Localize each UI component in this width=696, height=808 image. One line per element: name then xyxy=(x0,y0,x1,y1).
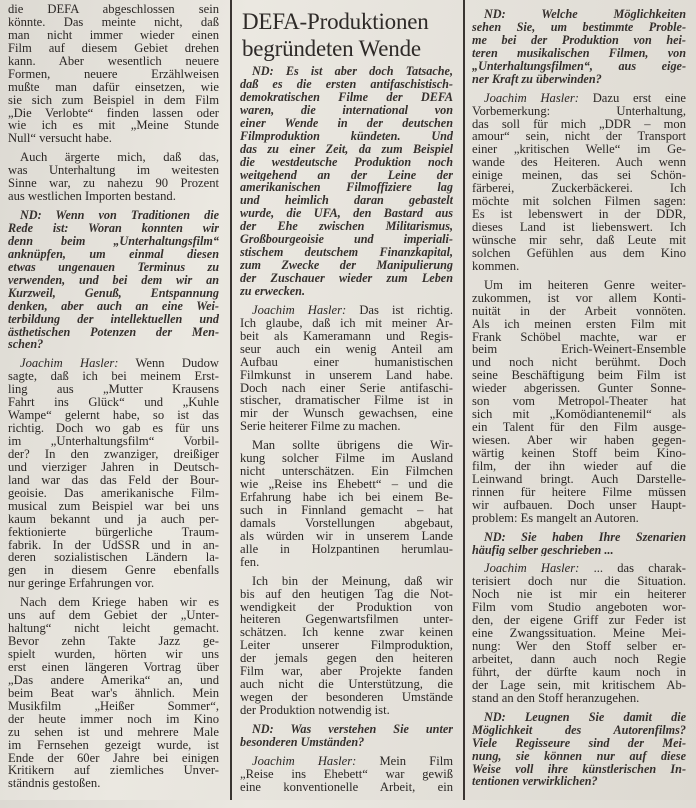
text-line: Viele Regisseure sind der Mei- xyxy=(472,736,686,750)
text-line: such in Finnland gemacht – hat xyxy=(240,503,453,517)
interview-answer xyxy=(240,304,453,433)
text-line: Ich glaube, daß ich mit meiner Ar- xyxy=(240,316,453,330)
text-line: im Fernsehen gezeigt wurde, ist xyxy=(8,738,219,752)
interview-answer xyxy=(8,3,219,145)
text-line: Um im heiteren Genre weiter- xyxy=(484,278,686,292)
text-line: daß es die ersten antifaschistisch- xyxy=(240,77,453,91)
text-line: Leiter unserer Filmproduktion, xyxy=(240,639,453,653)
text-line: fen. xyxy=(240,555,260,569)
article-column-2 xyxy=(240,3,453,803)
text-line: seur auch ein wenig Anteil am xyxy=(240,342,453,356)
text-line: Doch nach einer Serie antifaschi- xyxy=(240,381,453,395)
text-line: amerikanischen Filmoffiziere lag xyxy=(240,181,453,195)
text-line: beim Beat war's ähnlich. Mein xyxy=(8,686,219,700)
text-line: sie sich zum Beispiel in dem Film xyxy=(8,93,219,107)
text-line: etwas ungenauen Terminus zu xyxy=(8,260,219,274)
text-line: Serie heiterer Filme zu machen. xyxy=(240,420,401,434)
text-line: „Die Verlobte“ finden lassen oder xyxy=(8,106,219,120)
text-line xyxy=(240,304,453,317)
text-line-rest: Mein Film xyxy=(356,754,453,768)
text-line: im „Unterhaltungsfilm“ Vorbil- xyxy=(8,435,219,448)
text-line: Frank Schöbel machte, war er xyxy=(472,330,686,344)
headline-line: DEFA-Produktionen xyxy=(242,9,429,34)
article-headline xyxy=(242,8,453,62)
text-line: Fahrt ins Glück“ und „Kuhle xyxy=(8,396,219,410)
text-line: einer „kritischen Welle“ im Ge- xyxy=(472,143,686,157)
text-line: ner Kraft zu überwinden? xyxy=(472,72,602,86)
text-line: denn beim „Unterhaltungsfilm“ xyxy=(8,234,219,248)
text-line: wande des Heiteren. Auch wenn xyxy=(472,156,686,170)
text-line: und vierziger Jahren in Deutsch- xyxy=(8,460,219,474)
text-line: wie ich es mit „Meine Stunde xyxy=(8,119,219,133)
speaker-name: Joachim Hasler: xyxy=(252,754,357,768)
text-line: einer Wende in der deutschen xyxy=(240,116,453,130)
text-line: der Zuschauer wieder zum Leben xyxy=(240,272,453,285)
text-line-rest: ... das charak- xyxy=(579,562,686,576)
text-line: Formen, neuere Erzählweisen xyxy=(8,67,219,81)
text-line: Man sollte übrigens die Wir- xyxy=(252,439,453,453)
text-line: Sinne war, zu nahezu 90 Prozent xyxy=(8,177,219,191)
text-line: Möglichkeit des Autorenfilms? xyxy=(472,723,686,737)
text-line: ND: Es ist aber doch Tatsache, xyxy=(252,65,453,78)
text-line: besonderen Umständen? xyxy=(240,735,365,749)
text-line xyxy=(472,562,686,575)
text-line: zum Zwecke der Manipulierung xyxy=(240,259,453,272)
text-line: der Produktion notwendig ist. xyxy=(240,704,390,717)
text-line: und heimlich daran gebastelt xyxy=(240,194,453,208)
text-line: beim Erich-Weinert-Ensemble xyxy=(472,343,686,357)
text-line: Kurzweil, Genuß, Entspannung xyxy=(8,286,219,300)
interview-answer xyxy=(240,439,453,568)
interview-answer xyxy=(240,575,453,717)
text-line: Musikfilm „Heißer Sommer“, xyxy=(8,699,219,713)
text-line: der? In den zwanziger, dreißiger xyxy=(8,447,219,461)
text-line: erst einen längeren Vortrag über xyxy=(8,660,219,674)
text-line: Ende der 60er Jahre bei einigen xyxy=(8,751,219,765)
text-line: denken, aber auch an eine Wei- xyxy=(8,299,219,313)
text-line: wendigkeit der Produktion von xyxy=(240,600,453,614)
text-line: stand an den Stoff heranzugehen. xyxy=(472,691,640,705)
text-line: Bevor zehn Takte Jazz ge- xyxy=(8,635,219,648)
article-column-3 xyxy=(472,8,686,808)
text-line: nur geringe Erfahrungen vor. xyxy=(8,577,155,591)
text-line: schen? xyxy=(8,338,44,352)
text-line: Aufbau einer humanistischen xyxy=(240,355,453,369)
text-line: könnte. Das meinte nicht, daß xyxy=(8,15,219,29)
text-line: dieses Land ist liebenswert. Ich xyxy=(472,221,686,234)
text-line: Rede ist: Woran konnten wir xyxy=(8,222,219,235)
text-line: terisiert doch nur die Situation. xyxy=(472,575,686,589)
text-line: möchte mit solchen Filmen sagen: xyxy=(472,195,686,209)
text-line xyxy=(8,357,219,370)
text-line: land war das das Feld der Bour- xyxy=(8,473,219,487)
text-line: eine Zwangssituation. Meine Mei- xyxy=(472,627,686,641)
text-line: beit als Kameramann und Regis- xyxy=(240,329,453,343)
text-line: Wampe“ gelernt habe, so ist das xyxy=(8,409,219,423)
text-line: eine konventionelle Arbeit, ein xyxy=(240,780,453,794)
speaker-name: Joachim Hasler: xyxy=(484,562,580,576)
text-line: spielt wurden, hörten wir uns xyxy=(8,648,219,661)
text-line: zu erwecken. xyxy=(240,284,305,298)
text-line: sehen Sie, um bestimmte Proble- xyxy=(472,20,686,34)
speaker-name: Joachim Hasler: xyxy=(20,357,119,371)
text-line: kommen. xyxy=(472,259,520,273)
text-line: tentionen verwirklichen? xyxy=(472,775,598,789)
text-line: kaum bekannt und ja auch per- xyxy=(8,512,219,526)
interview-question xyxy=(472,711,686,789)
text-line: alle in Holzpantinen herumlau- xyxy=(240,542,453,556)
text-line: auch nicht die Unterstützung, die xyxy=(240,678,453,692)
text-line: nuität in der Arbeit vonnöten. xyxy=(472,304,686,318)
text-line: ästhetischen Potenzen der Men- xyxy=(8,325,219,339)
text-line: uns auf dem Gebiet der „Unter- xyxy=(8,609,219,623)
interview-answer xyxy=(240,755,453,794)
text-line: Ich bin der Meinung, daß wir xyxy=(252,574,453,588)
text-line: me bei der Produktion von hei- xyxy=(472,33,686,47)
text-line: ND: Was verstehen Sie unter xyxy=(252,722,453,736)
text-line: Kritikern auf ziemliches Unver- xyxy=(8,764,219,778)
text-line: Null“ versucht habe. xyxy=(8,132,112,146)
text-line: wärtig keinen Stoff beim Kino- xyxy=(472,446,686,460)
text-line: Erfahrung habe ich bei einem Be- xyxy=(240,491,453,504)
text-line: Film auf diesem Gebiet drehen xyxy=(8,41,219,55)
interview-answer xyxy=(8,151,219,203)
text-line: und noch nicht berühmt. Doch xyxy=(472,356,686,370)
text-line: zu sehen ist und mehrere Male xyxy=(8,725,219,739)
text-line: das soll für mich „DDR – mon xyxy=(472,117,686,131)
text-line: kann. Aber wesentlich neuere xyxy=(8,54,219,68)
text-line: kung solcher Filme im Ausland xyxy=(240,452,453,466)
text-line: damals Vorstellungen abgebaut, xyxy=(240,516,453,530)
text-line: als würden wir in unserem Lande xyxy=(240,529,453,543)
text-line: Filmproduktion kündeten. Und xyxy=(240,129,453,143)
text-line: verwenden, und bei dem wir an xyxy=(8,273,219,287)
text-line: weitgehend an der Leine der xyxy=(240,168,453,182)
interview-answer xyxy=(472,279,686,525)
text-line: zukommen, ist vor allem Konti- xyxy=(472,291,686,305)
headline-line: begründeten Wende xyxy=(242,36,421,61)
text-line: problem: Es mangelt an Autoren. xyxy=(472,511,639,525)
speaker-name: Joachim Hasler: xyxy=(484,91,579,105)
text-line: waren, die international von xyxy=(240,103,453,117)
text-line: Vorbemerkung: Unterhaltung, xyxy=(472,104,686,118)
text-line: stischer, dramatischer Filme ist in xyxy=(240,394,453,408)
column-rule xyxy=(463,0,465,800)
text-line: film, der ihn wieder auf die xyxy=(472,459,686,473)
text-line: anknüpfen, um einmal diesen xyxy=(8,247,219,261)
text-line: geoisie. Das amerikanische Film- xyxy=(8,486,219,500)
text-line: heiteren Gegenwartsfilmen unter- xyxy=(240,613,453,627)
text-line: das zu einer Zeit, da zum Beispiel xyxy=(240,142,453,156)
text-line: demokratischen Filme der DEFA xyxy=(240,90,453,104)
interview-question xyxy=(240,65,453,298)
text-line: amour“ sein, nicht der Transport xyxy=(472,130,686,144)
text-line: ND: Leugnen Sie damit die xyxy=(484,710,686,724)
text-line: man nicht immer wieder einen xyxy=(8,28,219,42)
text-line: bis auf den heutigen Tag die Not- xyxy=(240,587,453,601)
text-line: führt, der dürfte kaum noch in xyxy=(472,665,686,679)
text-line: häufig selber geschrieben ... xyxy=(472,543,614,557)
text-line: richtig. Doch wo gab es für uns xyxy=(8,422,219,435)
text-line: gen in diesem Genre ebenfalls xyxy=(8,564,219,578)
interview-question xyxy=(472,8,686,86)
text-line: färberei, Zuckerbäckerei. Ich xyxy=(472,182,686,196)
interview-answer xyxy=(8,357,219,590)
interview-question xyxy=(240,723,453,749)
text-line: wünsche mir sehr, daß Leute mit xyxy=(472,233,686,247)
column-rule xyxy=(230,0,232,800)
text-line: stischem deutschem Finanzkapital, xyxy=(240,246,453,260)
text-line: rinnen für heitere Filme müssen xyxy=(472,485,686,499)
text-line-rest: Das ist richtig. xyxy=(346,303,453,317)
text-line: ND: Sie haben Ihre Szenarien xyxy=(484,530,686,544)
text-line: die DEFA abgeschlossen sein xyxy=(8,3,219,16)
text-line: „Unterhaltungsfilmen“, aus eige- xyxy=(472,59,686,73)
text-line: die westdeutsche Produktion noch xyxy=(240,155,453,169)
text-line: Nach dem Kriege haben wir es xyxy=(20,596,219,610)
text-line: solchen Gefühlen aus dem Kino xyxy=(472,246,686,260)
text-line: Noch nie ist mir ein heiterer xyxy=(472,588,686,602)
text-line: ständnis gestoßen. xyxy=(8,777,101,791)
text-line: wegen der besonderen Umstände xyxy=(240,691,453,704)
text-line: Leinwand bringt. Auch Darstelle- xyxy=(472,472,686,486)
text-line: sagte, daß ich bei meinem Erst- xyxy=(8,370,219,384)
text-line: fabrik. In der UdSSR und in an- xyxy=(8,538,219,552)
text-line: der heute immer noch im Kino xyxy=(8,712,219,726)
text-line: schätzen. Ich kenne zwar keinen xyxy=(240,626,453,640)
text-line: son vom Metropol-Theater hat xyxy=(472,395,686,409)
text-line: haltung“ nicht leicht gemacht. xyxy=(8,622,219,636)
text-line: deren sozialistischen Ländern la- xyxy=(8,551,219,565)
text-line: Weise voll ihre künstlerischen In- xyxy=(472,762,686,776)
text-line: Auch ärgerte mich, daß das, xyxy=(20,151,219,165)
text-line: der Ehe zwischen Militarismus, xyxy=(240,220,453,234)
article-column-1 xyxy=(8,3,219,803)
interview-answer xyxy=(472,92,686,273)
text-line: „Das andere Amerika“ an, und xyxy=(8,673,219,687)
text-line: Filmkunst in unserem Land habe. xyxy=(240,368,453,382)
text-line: wie „Reise ins Ehebett“ – und die xyxy=(240,478,453,491)
interview-answer xyxy=(472,562,686,704)
interview-question xyxy=(8,209,219,351)
text-line: der jemals gegen den heiteren xyxy=(240,652,453,666)
text-line: wurde, die UFA, den Bastard aus xyxy=(240,207,453,221)
text-line: was Unterhaltung im weitesten xyxy=(8,164,219,178)
text-line-rest: Wenn Dudow xyxy=(118,357,219,371)
text-line: der Lage sein, mit kritischem Ab- xyxy=(472,678,686,692)
text-line: mir der Wunsch gewachsen, eine xyxy=(240,407,453,421)
text-line xyxy=(472,92,686,105)
text-line: ND: Welche Möglichkeiten xyxy=(484,8,686,21)
interview-question xyxy=(472,531,686,557)
text-line: einige meinen, das sei Schön- xyxy=(472,169,686,183)
text-line: seine Beschäftigung beim Film ist xyxy=(472,369,686,383)
text-line: Film war, aber Projekte fanden xyxy=(240,665,453,679)
text-line: den, der eigene Griff zur Feder ist xyxy=(472,614,686,628)
interview-answer xyxy=(8,596,219,790)
text-line: teren musikalischen Filmen, von xyxy=(472,46,686,60)
text-line: ling aus „Mutter Krausens xyxy=(8,383,219,397)
text-line: musical zum Beispiel war bei uns xyxy=(8,499,219,513)
text-line: ein Talent für den Film ausge- xyxy=(472,421,686,434)
text-line: fektionierte bürgerliche Traum- xyxy=(8,525,219,539)
text-line: aus westlichen Importen bestand. xyxy=(8,190,176,204)
text-line: Es ist lebenswert in der DDR, xyxy=(472,208,686,221)
text-line: wir aufbauen. Doch unser Haupt- xyxy=(472,498,686,512)
text-line xyxy=(240,755,453,768)
text-line: Film vom Studio angeboten wor- xyxy=(472,601,686,615)
text-line: wiesen. Aber wir haben gegen- xyxy=(472,434,686,447)
text-line: sich mit „Komödiantenemil“ als xyxy=(472,408,686,422)
text-line: arbeitet, dann auch noch Regie xyxy=(472,653,686,666)
text-line: nicht unterschätzen. Ein Filmchen xyxy=(240,465,453,479)
text-line: nung, sie können nur auf diese xyxy=(472,749,686,763)
text-line: nung: Wer den Stoff selber er- xyxy=(472,640,686,653)
speaker-name: Joachim Hasler: xyxy=(252,303,347,317)
text-line-rest: Dazu erst eine xyxy=(578,91,686,105)
text-line: wieder abgerissen. Gunter Sonne- xyxy=(472,382,686,396)
text-line: Großbourgeoisie und imperiali- xyxy=(240,233,453,247)
text-line: Als ich meinen ersten Film mit xyxy=(472,317,686,331)
text-line: terbildung der intellektuellen und xyxy=(8,312,219,326)
text-line: ND: Wenn von Traditionen die xyxy=(20,209,219,222)
text-line: mußte man dafür einsetzen, wie xyxy=(8,80,219,94)
text-line: „Reise ins Ehebett“ war gewiß xyxy=(240,767,453,781)
